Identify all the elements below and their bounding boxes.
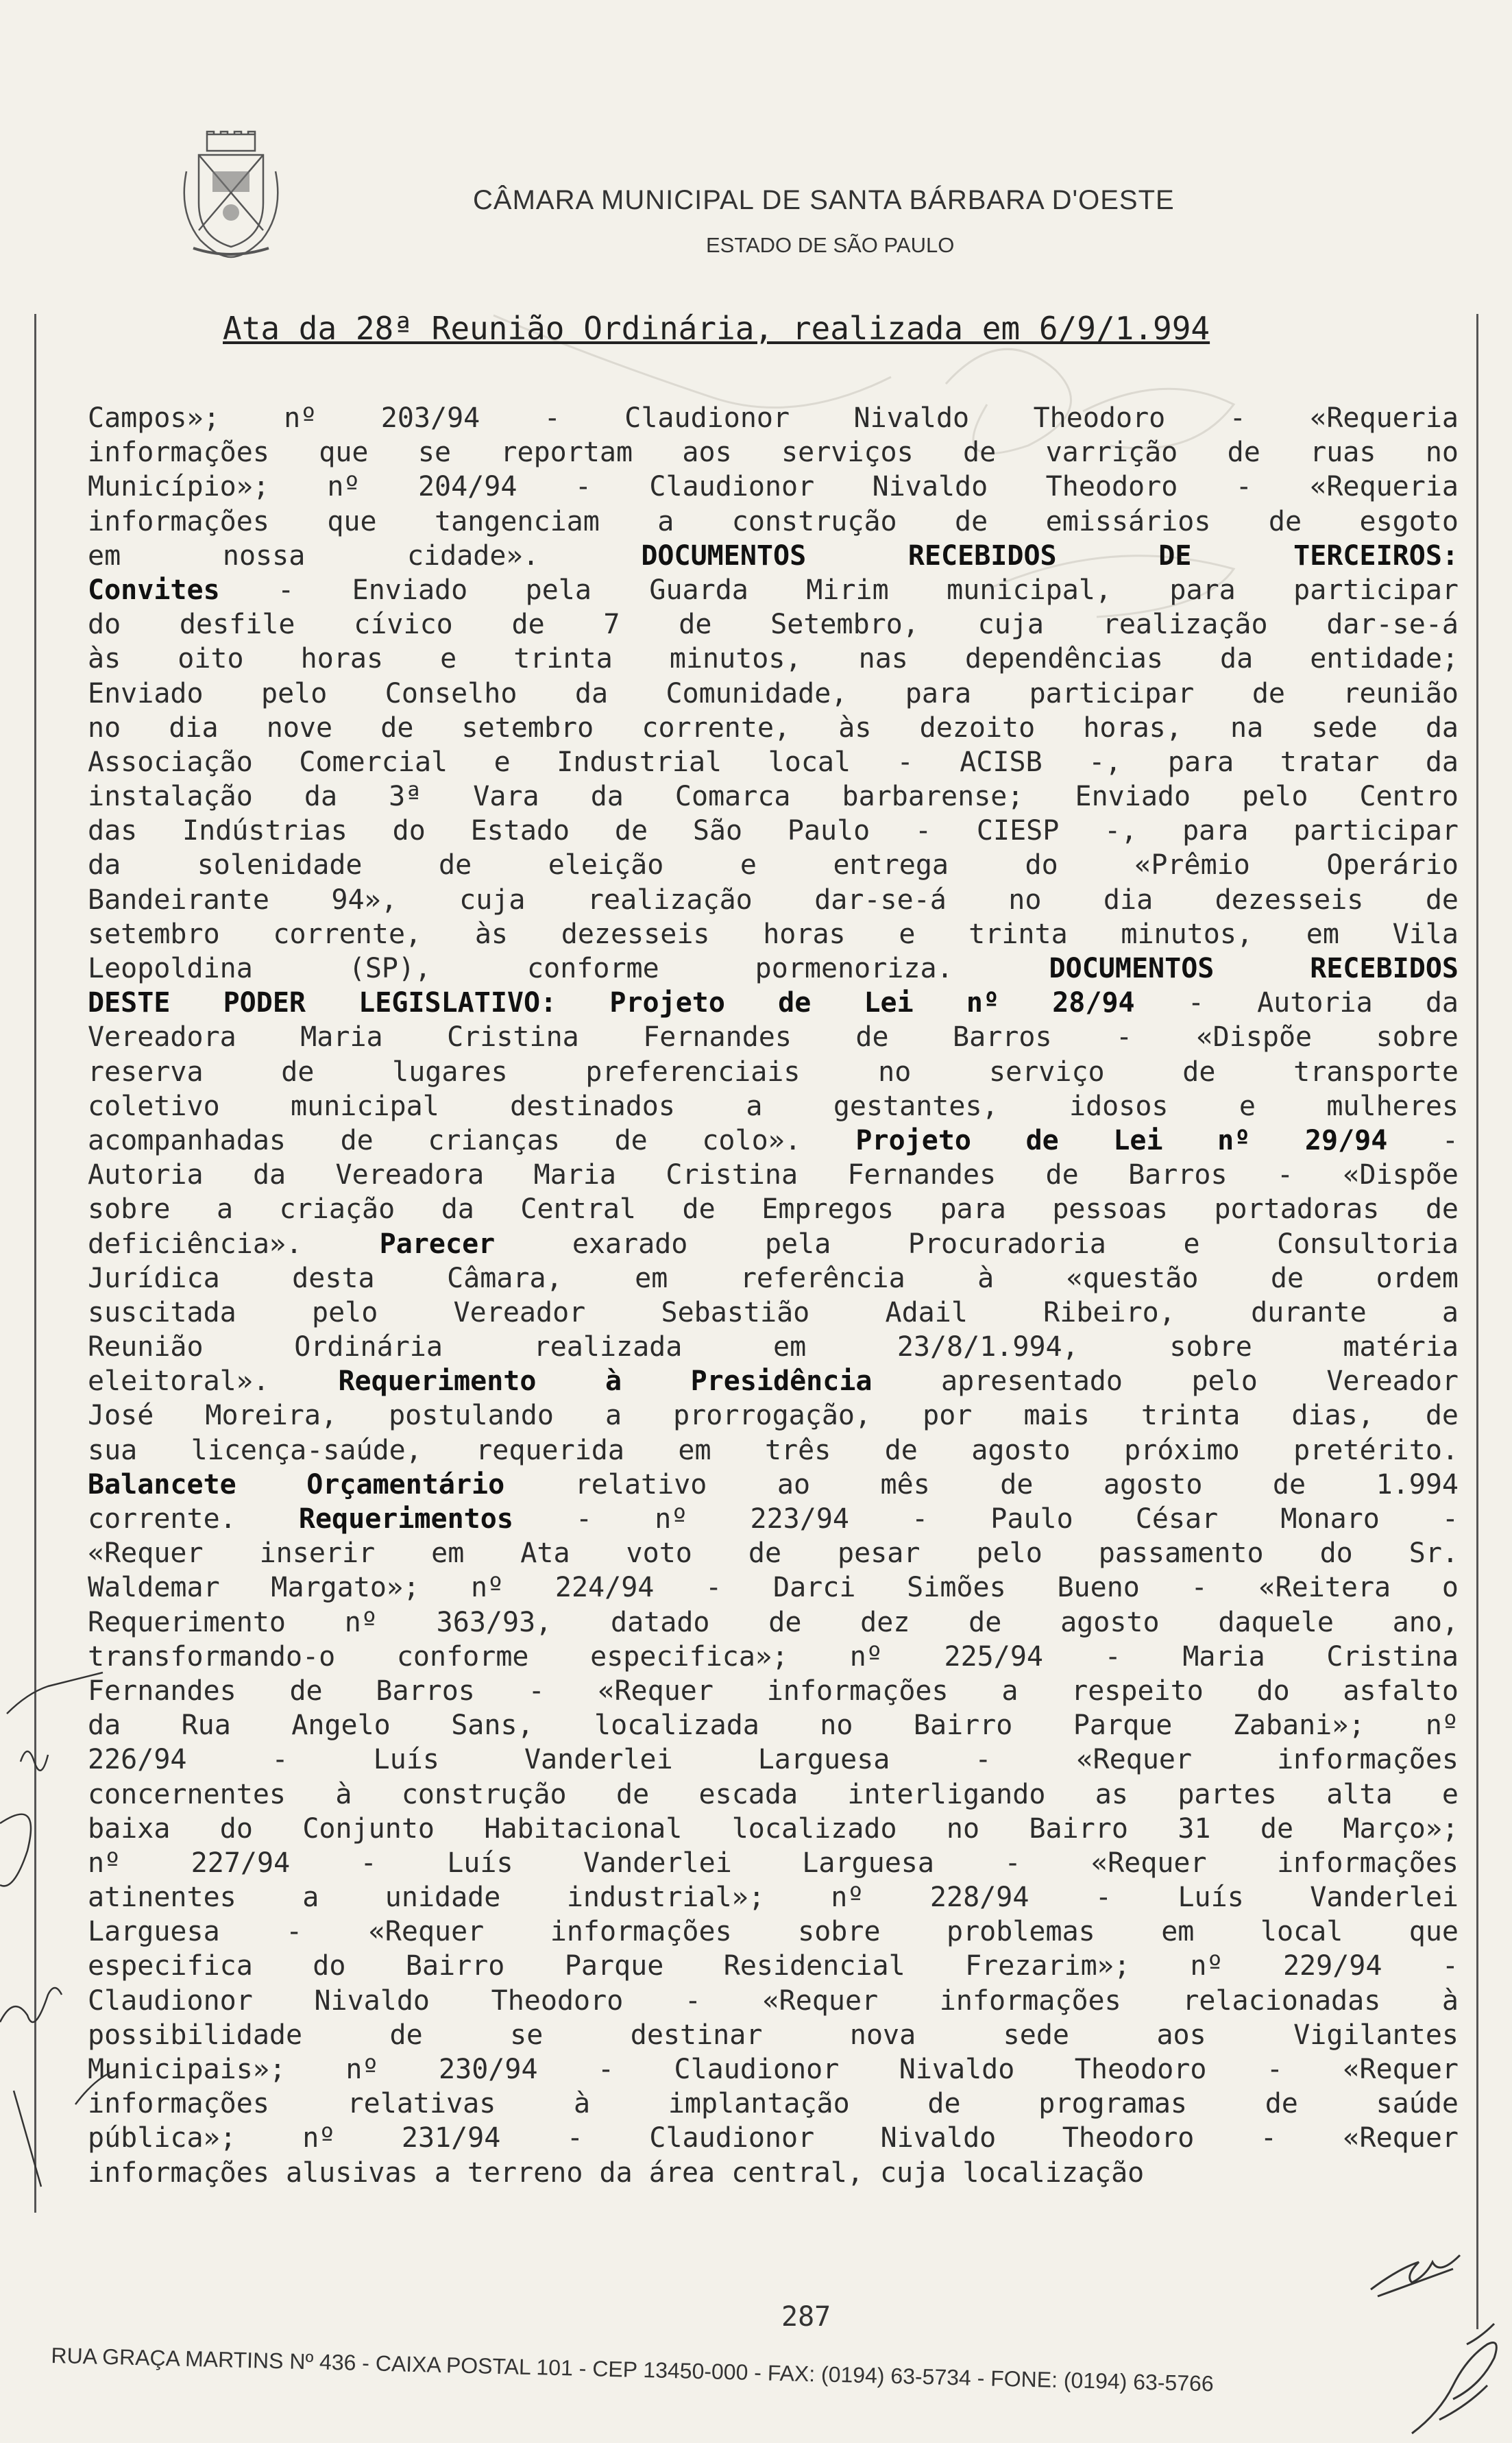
body-text-run: Waldemar Margato»; nº 224/94 - Darci Simões Bueno - «Reitera o bbox=[88, 1572, 1459, 1604]
body-text-run: Município»; nº 204/94 - Claudionor Nivaldo Theodoro - «Requeria bbox=[88, 471, 1459, 503]
body-line bbox=[88, 1674, 1459, 1708]
body-line bbox=[88, 435, 1459, 470]
body-line bbox=[88, 1708, 1459, 1742]
body-text-run: informações que se reportam aos serviços de varrição de ruas no bbox=[88, 437, 1459, 469]
body-line bbox=[88, 1846, 1459, 1880]
body-line bbox=[88, 1640, 1459, 1674]
body-line bbox=[88, 1398, 1459, 1433]
body-text-run: exarado pela Procuradoria e Consultoria bbox=[495, 1228, 1459, 1260]
body-line bbox=[88, 401, 1459, 435]
body-text-run: informações alusivas a terreno da área central, cuja localização bbox=[88, 2156, 1145, 2189]
body-text-run: da Rua Angelo Sans, localizada no Bairro Parque Zabani»; nº bbox=[88, 1710, 1459, 1742]
body-text-run: Requerimento nº 363/93, datado de dez de agosto daquele ano, bbox=[88, 1606, 1459, 1638]
body-text-run: do desfile cívico de 7 de Setembro, cuja realização dar-se-á bbox=[88, 609, 1459, 641]
body-text-run: acompanhadas de crianças de colo». bbox=[88, 1124, 856, 1156]
body-text-run: transformando-o conforme especifica»; nº 225/94 - Maria Cristina bbox=[88, 1640, 1459, 1673]
body-heading-text: Parecer bbox=[379, 1228, 496, 1260]
body-line bbox=[88, 1949, 1459, 1983]
body-heading-text: DOCUMENTOS RECEBIDOS bbox=[1049, 953, 1459, 984]
body-text-run: pública»; nº 231/94 - Claudionor Nivaldo Theodoro - «Requer bbox=[88, 2122, 1459, 2154]
body-line bbox=[88, 1192, 1459, 1226]
body-text-run bbox=[557, 987, 609, 1019]
body-text-run: Leopoldina (SP), conforme pormenoriza. bbox=[88, 953, 1049, 984]
body-text-run: Reunião Ordinária realizada em 23/8/1.994, sobre matéria bbox=[88, 1331, 1459, 1363]
body-line bbox=[88, 1812, 1459, 1846]
body-text-run: baixa do Conjunto Habitacional localizado no Bairro 31 de Março»; bbox=[88, 1812, 1459, 1845]
body-heading-text: Convites bbox=[88, 574, 220, 606]
body-text-run: nº 227/94 - Luís Vanderlei Larguesa - «Requer informações bbox=[88, 1847, 1459, 1879]
body-line bbox=[88, 1089, 1459, 1123]
body-heading-text: Requerimentos bbox=[298, 1503, 513, 1535]
body-text-run: atinentes a unidade industrial»; nº 228/94 - Luís Vanderlei bbox=[88, 1882, 1459, 1914]
body-line bbox=[88, 677, 1459, 711]
body-line bbox=[88, 1536, 1459, 1570]
body-heading-text: DESTE PODER LEGISLATIVO: bbox=[88, 987, 557, 1019]
body-text-run: - bbox=[1387, 1124, 1459, 1156]
body-text-run: da solenidade de eleição e entrega do «Prêmio Operário bbox=[88, 849, 1459, 882]
body-heading-text: Projeto de Lei nº 29/94 bbox=[855, 1124, 1388, 1156]
body-line bbox=[88, 1880, 1459, 1915]
left-margin-rule bbox=[34, 314, 36, 2213]
body-text-run: deficiência». bbox=[88, 1228, 380, 1260]
page-number: 287 bbox=[781, 2301, 831, 2333]
body-text-run: coletivo municipal destinados a gestantes, idosos e mulheres bbox=[88, 1090, 1459, 1122]
body-text-run: corrente. bbox=[88, 1503, 299, 1535]
body-text-run: - Autoria da bbox=[1134, 987, 1459, 1019]
body-text-run: especifica do Bairro Parque Residencial Frezarim»; nº 229/94 - bbox=[88, 1950, 1459, 1982]
municipal-coat-of-arms-icon bbox=[180, 130, 282, 260]
body-line bbox=[88, 917, 1459, 951]
body-line bbox=[88, 1605, 1459, 1640]
body-text-run: Campos»; nº 203/94 - Claudionor Nivaldo Theodoro - «Requeria bbox=[88, 402, 1459, 434]
body-line bbox=[88, 1364, 1459, 1398]
body-text-run: possibilidade de se destinar nova sede aos Vigilantes bbox=[88, 2019, 1459, 2051]
body-text-run: Municipais»; nº 230/94 - Claudionor Nivaldo Theodoro - «Requer bbox=[88, 2054, 1459, 2085]
body-line bbox=[88, 2087, 1459, 2121]
body-line bbox=[88, 573, 1459, 607]
body-text-run: instalação da 3ª Vara da Comarca barbarense; Enviado pelo Centro bbox=[88, 781, 1459, 813]
body-text-run: sua licença-saúde, requerida em três de agosto próximo pretérito. bbox=[88, 1434, 1459, 1466]
body-text-run: sobre a criação da Central de Empregos para pessoas portadoras de bbox=[88, 1193, 1459, 1226]
body-text-run: Jurídica desta Câmara, em referência à «questão de ordem bbox=[88, 1262, 1459, 1294]
body-line bbox=[88, 607, 1459, 642]
body-text-run: - nº 223/94 - Paulo César Monaro - bbox=[513, 1503, 1459, 1535]
body-line bbox=[88, 1468, 1459, 1502]
body-line bbox=[88, 814, 1459, 848]
body-text-run: eleitoral». bbox=[88, 1365, 339, 1398]
body-line bbox=[88, 1777, 1459, 1812]
body-line bbox=[88, 883, 1459, 917]
body-text-run: relativo ao mês de agosto de 1.994 bbox=[504, 1468, 1459, 1500]
body-text-run: Fernandes de Barros - «Requer informações a respeito do asfalto bbox=[88, 1675, 1459, 1707]
body-text-run: setembro corrente, às dezesseis horas e trinta minutos, em Vila bbox=[88, 918, 1459, 950]
body-line bbox=[88, 986, 1459, 1020]
body-heading-text: Requerimento à Presidência bbox=[338, 1365, 873, 1398]
body-text-run: às oito horas e trinta minutos, nas dependências da entidade; bbox=[88, 643, 1459, 675]
body-line bbox=[88, 642, 1459, 676]
body-text-run: Claudionor Nivaldo Theodoro - «Requer informações relacionadas à bbox=[88, 1984, 1459, 2017]
body-text-run: Bandeirante 94», cuja realização dar-se-á no dia dezesseis de bbox=[88, 884, 1459, 916]
body-text-run: Vereadora Maria Cristina Fernandes de Barros - «Dispõe sobre bbox=[88, 1021, 1459, 1054]
body-text-run: Enviado pelo Conselho da Comunidade, para participar de reunião bbox=[88, 677, 1459, 709]
body-line bbox=[88, 2018, 1459, 2052]
body-line bbox=[88, 1055, 1459, 1089]
right-margin-rule bbox=[1476, 314, 1478, 2329]
body-line bbox=[88, 711, 1459, 745]
body-text-run: das Indústrias do Estado de São Paulo - CIESP -, para participar bbox=[88, 815, 1459, 847]
letterhead-state: ESTADO DE SÃO PAULO bbox=[706, 233, 955, 257]
body-line bbox=[88, 1296, 1459, 1330]
body-line bbox=[88, 2121, 1459, 2155]
body-line bbox=[88, 1433, 1459, 1468]
body-line bbox=[88, 779, 1459, 814]
body-line bbox=[88, 1570, 1459, 1605]
body-line bbox=[88, 505, 1459, 539]
body-heading-text: Balancete Orçamentário bbox=[88, 1468, 505, 1500]
body-text-run: Larguesa - «Requer informações sobre problemas em local que bbox=[88, 1916, 1459, 1948]
body-text-run: reserva de lugares preferenciais no serviço de transporte bbox=[88, 1056, 1459, 1088]
body-line bbox=[88, 745, 1459, 779]
body-line bbox=[88, 2052, 1459, 2087]
body-line bbox=[88, 2156, 1459, 2190]
body-line bbox=[88, 1915, 1459, 1949]
body-text-run: apresentado pelo Vereador bbox=[872, 1365, 1459, 1398]
body-line bbox=[88, 1261, 1459, 1296]
body-line bbox=[88, 1123, 1459, 1158]
body-line bbox=[88, 470, 1459, 504]
body-line bbox=[88, 1158, 1459, 1192]
body-line bbox=[88, 1984, 1459, 2018]
body-text-run: concernentes à construção de escada interligando as partes alta e bbox=[88, 1778, 1459, 1810]
body-text-run: Associação Comercial e Industrial local - ACISB -, para tratar da bbox=[88, 746, 1459, 778]
body-line bbox=[88, 1742, 1459, 1777]
body-text-run: suscitada pelo Vereador Sebastião Adail Ribeiro, durante a bbox=[88, 1296, 1459, 1328]
body-text-run: no dia nove de setembro corrente, às dezoito horas, na sede da bbox=[88, 712, 1459, 744]
body-text-run: José Moreira, postulando a prorrogação, por mais trinta dias, de bbox=[88, 1400, 1459, 1432]
footer-address: RUA GRAÇA MARTINS Nº 436 - CAIXA POSTAL 101 - CEP 13450-000 - FAX: (0194) 63-5734 - FONE: (0194) 63-5766 bbox=[51, 2343, 1215, 2396]
letterhead-chamber-name: CÂMARA MUNICIPAL DE SANTA BÁRBARA D'OESTE bbox=[473, 185, 1175, 215]
body-heading-text: Projeto de Lei nº 28/94 bbox=[609, 987, 1135, 1019]
body-line bbox=[88, 539, 1459, 573]
body-line bbox=[88, 951, 1459, 986]
minutes-body bbox=[88, 401, 1459, 2190]
initials-mark bbox=[1364, 2241, 1474, 2303]
body-line bbox=[88, 1330, 1459, 1364]
body-text-run: - Enviado pela Guarda Mirim municipal, para participar bbox=[219, 574, 1459, 606]
body-line bbox=[88, 1020, 1459, 1054]
body-text-run: Autoria da Vereadora Maria Cristina Fernandes de Barros - «Dispõe bbox=[88, 1159, 1459, 1191]
body-text-run: informações que tangenciam a construção de emissários de esgoto bbox=[88, 505, 1459, 537]
body-text-run: em nossa cidade». bbox=[88, 539, 642, 572]
body-line bbox=[88, 1502, 1459, 1536]
body-heading-text: DOCUMENTOS RECEBIDOS DE TERCEIROS: bbox=[641, 539, 1459, 572]
minutes-title: Ata da 28ª Reunião Ordinária, realizada em 6/9/1.994 bbox=[223, 310, 1210, 347]
body-line bbox=[88, 848, 1459, 882]
body-line bbox=[88, 1227, 1459, 1261]
body-text-run: 226/94 - Luís Vanderlei Larguesa - «Requer informações bbox=[88, 1744, 1459, 1776]
body-text-run: «Requer inserir em Ata voto de pesar pelo passamento do Sr. bbox=[88, 1537, 1459, 1570]
body-text-run: informações relativas à implantação de programas de saúde bbox=[88, 2088, 1459, 2120]
